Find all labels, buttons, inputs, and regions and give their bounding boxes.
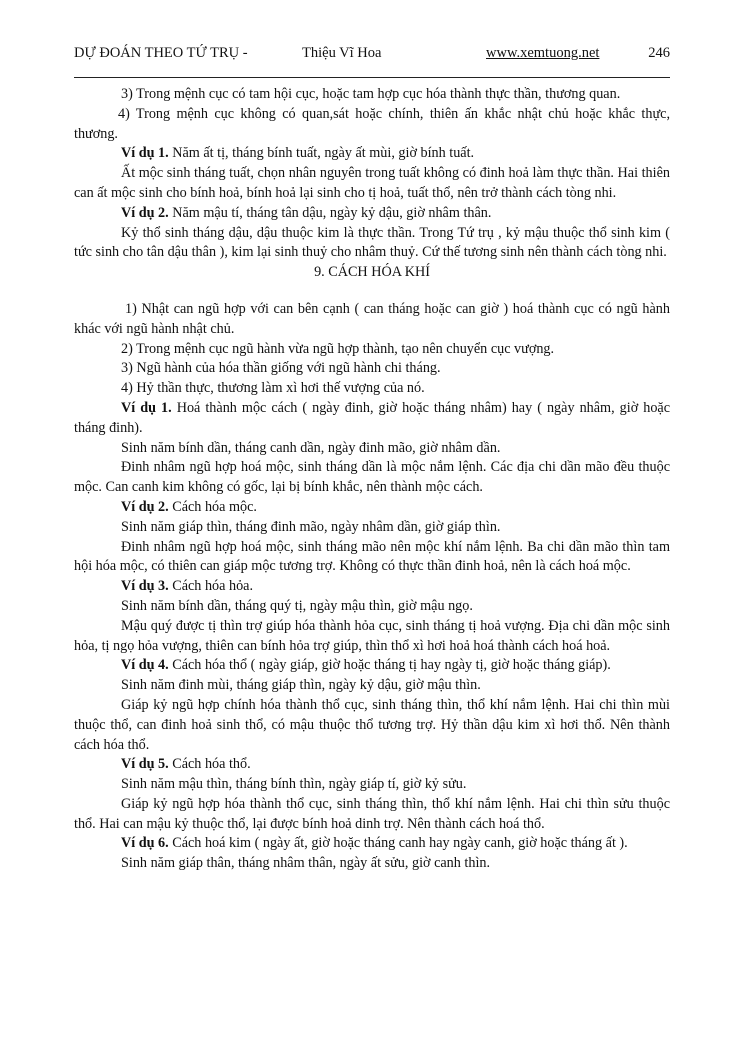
paragraph: Ất mộc sinh tháng tuất, chọn nhân nguyên trong tuất không có đinh hoả làm thực thần. Hai thiên can ất mộc sinh cho bính hoả, bính hoả lại sinh cho tị hoả, tuất thổ, nên trở thành cách tòng nhi.: [74, 165, 670, 201]
example-label: Ví dụ 2.: [121, 204, 169, 221]
page-body: [74, 85, 670, 874]
example-label: Ví dụ 1.: [121, 399, 172, 416]
page-header: [74, 45, 670, 67]
example-paragraph: Ví dụ 1. Hoá thành mộc cách ( ngày đinh, giờ hoặc tháng nhâm) hay ( ngày nhâm, giờ hoặc tháng đinh).: [74, 399, 671, 436]
paragraph: Mậu quý được tị thìn trợ giúp hóa thành hỏa cục, sinh tháng tị hoả vượng. Địa chi dần mộc sinh hỏa, tị ngọ hỏa vượng, thiên can bính hỏa trợ giúp, thìn thổ xì hơi hoả hoá thành cách hoá hoả.: [74, 617, 670, 654]
header-page-number: 246: [648, 45, 670, 61]
header-divider: [74, 77, 670, 78]
paragraph: Đinh nhâm ngũ hợp hoá mộc, sinh tháng dần là mộc nắm lệnh. Các địa chi dần mão đều thuộc mộc. Can canh kim không có gốc, lại bị bính khắc, nên thành mộc cách.: [74, 459, 670, 496]
example-label: Ví dụ 1.: [121, 145, 169, 162]
paragraph: Sinh năm bính dần, tháng canh dần, ngày đinh mão, giờ nhâm dần.: [121, 439, 501, 456]
paragraph: 3) Trong mệnh cục có tam hội cục, hoặc tam hợp cục hóa thành thực thần, thương quan.: [121, 86, 621, 102]
paragraph: Kỷ thổ sinh tháng dậu, dậu thuộc kim là thực thần. Trong Tứ trụ , kỷ mậu thuộc thổ sinh kim ( tức sinh cho tân dậu thân ), kim lại sinh thuỷ cho nhâm thuỷ. Cứ thế tương sinh nên thành cách tòng nhi.: [74, 224, 670, 261]
paragraph: 4) Trong mệnh cục không có quan,sát hoặc chính, thiên ấn khắc nhật chủ hoặc khắc thực, thương.: [74, 105, 670, 142]
example-label: Ví dụ 5.: [121, 756, 169, 773]
paragraph: 4) Hỷ thần thực, thương làm xì hơi thế vượng của nó.: [121, 380, 425, 397]
paragraph: Sinh năm đinh mùi, tháng giáp thìn, ngày kỷ dậu, giờ mậu thìn.: [121, 677, 481, 694]
example-paragraph: Ví dụ 6. Cách hoá kim ( ngày ất, giờ hoặc tháng canh hay ngày canh, giờ hoặc tháng ất ).: [121, 835, 628, 852]
example-paragraph: Ví dụ 3. Cách hóa hỏa.: [121, 578, 254, 595]
example-paragraph: Ví dụ 4. Cách hóa thổ ( ngày giáp, giờ hoặc tháng tị hay ngày tị, giờ hoặc tháng giáp).: [121, 657, 611, 674]
example-paragraph: Ví dụ 1. Năm ất tị, tháng bính tuất, ngày ất mùi, giờ bính tuất.: [121, 145, 475, 162]
example-label: Ví dụ 2.: [121, 498, 169, 515]
paragraph: Giáp kỷ ngũ hợp chính hóa thành thổ cục, sinh tháng thìn, thổ khí nắm lệnh. Hai chi thìn mùi thuộc thổ, can đinh hoả sinh thổ, có mậu thuộc thổ tương trợ. Hỷ thần dậu kim xì hơi thổ. Nên thành cách hóa thổ.: [74, 696, 670, 753]
header-author: Thiệu Vĩ Hoa: [302, 45, 382, 61]
example-paragraph: Ví dụ 2. Năm mậu tí, tháng tân dậu, ngày kỷ dậu, giờ nhâm thân.: [121, 204, 492, 221]
paragraph: Sinh năm giáp thìn, tháng đinh mão, ngày nhâm dần, giờ giáp thìn.: [121, 518, 501, 535]
paragraph: 3) Ngũ hành của hóa thần giống với ngũ hành chi tháng.: [121, 360, 441, 377]
example-paragraph: Ví dụ 2. Cách hóa mộc.: [121, 498, 257, 515]
header-book-title: DỰ ĐOÁN THEO TỨ TRỤ -: [74, 45, 248, 61]
paragraph: Sinh năm giáp thân, tháng nhâm thân, ngày ất sửu, giờ canh thìn.: [121, 855, 491, 872]
example-label: Ví dụ 6.: [121, 835, 169, 852]
paragraph: 1) Nhật can ngũ hợp với can bên cạnh ( can tháng hoặc can giờ ) hoá thành cục có ngũ hành khác với ngũ hành nhật chủ.: [74, 300, 670, 337]
example-label: Ví dụ 3.: [121, 578, 169, 595]
example-label: Ví dụ 4.: [121, 657, 169, 674]
header-website-link[interactable]: www.xemtuong.net: [486, 45, 600, 61]
paragraph: Giáp kỷ ngũ hợp hóa thành thổ cục, sinh tháng thìn, thổ khí nắm lệnh. Hai chi thìn sửu thuộc thổ. Hai can mậu kỷ thuộc thổ, lại được bính hoả dinh trợ. Nên thành cách hoá thổ.: [74, 795, 670, 832]
paragraph: Đinh nhâm ngũ hợp hoá mộc, sinh tháng mão nên mộc khí nắm lệnh. Ba chi dần mão thìn tam hội hóa mộc, có thiên can giáp mộc tương trợ. Không có thực thần đinh hoả, nên là cách hoá mộc.: [74, 538, 670, 575]
section-heading: 9. CÁCH HÓA KHÍ: [314, 264, 430, 281]
paragraph: Sinh năm bính dần, tháng quý tị, ngày mậu thìn, giờ mậu ngọ.: [121, 597, 473, 614]
example-paragraph: Ví dụ 5. Cách hóa thổ.: [121, 756, 251, 773]
paragraph: 2) Trong mệnh cục ngũ hành vừa ngũ hợp thành, tạo nên chuyển cục vượng.: [121, 340, 555, 357]
paragraph: Sinh năm mậu thìn, tháng bính thìn, ngày giáp tí, giờ kỷ sửu.: [121, 776, 467, 793]
